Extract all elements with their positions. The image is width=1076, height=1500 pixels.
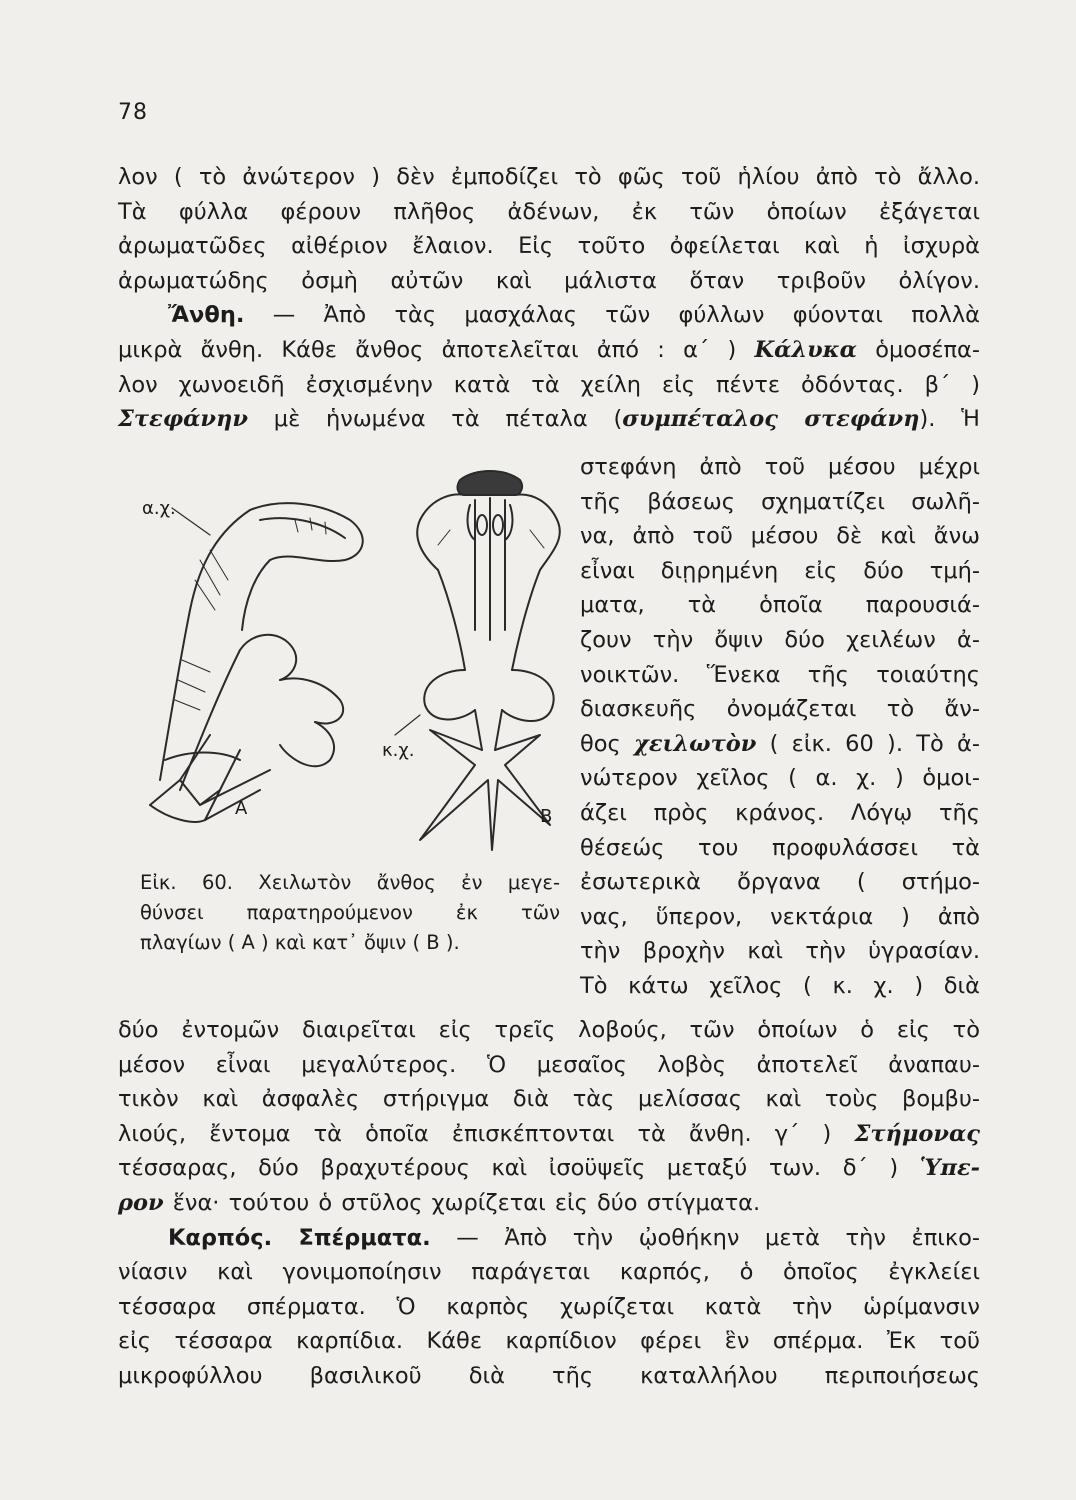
text-line: τῆς βάσεως σχηματίζει σωλῆ-: [580, 488, 980, 515]
top-paragraph: [118, 160, 980, 437]
text-span: — Ἀπὸ τὴν ᾠοθήκην μετὰ τὴν ἐπικο-: [430, 1224, 980, 1251]
text-line: ἀρωματῶδες αἰθέριον ἔλαιον. Εἰς τοῦτο ὀφείλεται καὶ ἡ ἰσχυρὰ: [118, 233, 980, 260]
text-line: εἰς τέσσαρα καρπίδια. Κάθε καρπίδιον φέρει ἓν σπέρμα. Ἐκ τοῦ: [118, 1328, 980, 1355]
text-span: — Ἀπὸ τὰς μασχάλας τῶν φύλλων φύονται πολλὰ: [244, 302, 980, 329]
label-a: Α: [235, 798, 248, 819]
right-column: [580, 450, 980, 1004]
term-cheilotos: χειλωτὸν: [634, 730, 757, 757]
text-line: θέσεώς του προφυλάσσει τὰ: [580, 834, 980, 861]
section-heading-anthi: Ἄνθη.: [168, 302, 245, 329]
text-line: Τὰ φύλλα φέρουν πλῆθος ἀδένων, ἐκ τῶν ὁποίων ἐξάγεται: [118, 198, 980, 225]
flower-front-view: [417, 471, 560, 850]
text-line: [580, 727, 980, 762]
term-sympetalos: συμπέταλος στεφάνη: [622, 406, 920, 433]
text-span: ( εἰκ. 60 ). Τὸ ἀ-: [756, 730, 980, 757]
label-b: Β: [540, 806, 553, 827]
text-line: [118, 1151, 980, 1186]
text-line: μέσον εἶναι μεγαλύτερος. Ὁ μεσαῖος λοβὸς ἀποτελεῖ ἀναπαυ-: [118, 1051, 980, 1078]
label-lower-lip: κ.χ.: [382, 740, 415, 761]
text-span: ὁμοσέπα-: [856, 336, 980, 363]
text-line: μικροφύλλου βασιλικοῦ διὰ τῆς καταλλήλου περιποιήσεως: [118, 1362, 980, 1389]
text-line: τέσσαρα σπέρματα. Ὁ καρπὸς χωρίζεται κατὰ τὴν ὡρίμανσιν: [118, 1293, 980, 1320]
text-line: λον ( τὸ ἀνώτερον ) δὲν ἐμποδίζει τὸ φῶς τοῦ ἡλίου ἀπὸ τὸ ἄλλο.: [118, 164, 980, 190]
term-yperon-cont: ρον: [118, 1189, 164, 1216]
text-span: μικρὰ ἄνθη. Κάθε ἄνθος ἀποτελεῖται ἀπό : α΄ ): [118, 336, 755, 363]
caption-line: πλαγίων ( Α ) καὶ κατ᾽ ὄψιν ( Β ).: [140, 931, 460, 954]
text-line: τικὸν καὶ ἀσφαλὲς στήριγμα διὰ τὰς μελίσσας καὶ τοὺς βομβυ-: [118, 1086, 980, 1113]
text-line: ζουν τὴν ὄψιν δύο χειλέων ἀ-: [580, 626, 980, 653]
figure-60: [120, 460, 570, 880]
text-line: [118, 402, 980, 437]
text-line: νίασιν καὶ γονιμοποίησιν παράγεται καρπός, ὁ ὁποῖος ἐγκλείει: [118, 1259, 980, 1286]
flower-illustration: [120, 460, 570, 880]
text-line: λον χωνοειδῆ ἐσχισμένην κατὰ τὰ χείλη εἰς πέντε ὀδόντας. β΄ ): [118, 371, 980, 398]
text-span: τέσσαρας, δύο βραχυτέρους καὶ ἰσοϋψεῖς μεταξύ των. δ΄ ): [118, 1155, 920, 1182]
flower-side-view: [150, 503, 363, 822]
term-stefani: Στεφάνην: [118, 406, 248, 433]
text-span: μὲ ἡνωμένα τὰ πέταλα (: [247, 406, 623, 433]
label-upper-lip: α.χ.: [142, 498, 176, 519]
bottom-paragraph: [118, 1013, 980, 1394]
text-line: να, ἀπὸ τοῦ μέσου δὲ καὶ ἄνω: [580, 523, 980, 550]
text-line: Τὸ κάτω χεῖλος ( κ. χ. ) διὰ: [580, 972, 980, 999]
text-line: ἐσωτερικὰ ὄργανα ( στήμο-: [580, 869, 980, 896]
text-line: [118, 1117, 980, 1152]
text-line: στεφάνη ἀπὸ τοῦ μέσου μέχρι: [580, 454, 980, 480]
text-line: δύο ἐντομῶν διαιρεῖται εἰς τρεῖς λοβούς, τῶν ὁποίων ὁ εἰς τὸ: [118, 1017, 980, 1043]
text-span: ἕνα· τούτου ὁ στῦλος χωρίζεται εἰς δύο στίγματα.: [163, 1189, 761, 1216]
text-span: ). Ἡ: [919, 406, 980, 433]
text-line: [118, 298, 980, 333]
text-line: τὴν βροχὴν καὶ τὴν ὑγρασίαν.: [580, 938, 980, 965]
text-line: ἀρωματώδης ὀσμὴ αὐτῶν καὶ μάλιστα ὅταν τριβοῦν ὀλίγον.: [118, 267, 980, 294]
caption-line: θύνσει παρατηρούμενον ἐκ τῶν: [140, 901, 560, 924]
text-line: [118, 333, 980, 368]
text-line: άζει πρὸς κράνος. Λόγῳ τῆς: [580, 799, 980, 826]
text-span: λιούς, ἔντομα τὰ ὁποῖα ἐπισκέπτονται τὰ ἄνθη. γ΄ ): [118, 1120, 855, 1147]
caption-line: Εἰκ. 60. Χειλωτὸν ἄνθος ἐν μεγε-: [140, 871, 560, 894]
text-span: θος: [580, 730, 635, 757]
text-line: νώτερον χεῖλος ( α. χ. ) ὁμοι-: [580, 765, 980, 792]
text-line: [118, 1221, 980, 1256]
text-line: [118, 1186, 980, 1221]
text-line: νας, ὕπερον, νεκτάρια ) ἀπὸ: [580, 903, 980, 930]
text-line: νοικτῶν. Ἕνεκα τῆς τοιαύτης: [580, 661, 980, 688]
term-stimonas: Στήμονας: [854, 1120, 980, 1147]
figure-caption: [140, 868, 560, 958]
text-line: εἶναι διῃρημένη εἰς δύο τμή-: [580, 557, 980, 584]
text-line: διασκευῆς ὀνομάζεται τὸ ἄν-: [580, 696, 980, 723]
text-line: ματα, τὰ ὁποῖα παρουσιά-: [580, 592, 980, 619]
section-heading-karpos: Καρπός. Σπέρματα.: [168, 1224, 431, 1251]
term-yperon: Ὑπε-: [919, 1155, 980, 1182]
page-number: 78: [118, 100, 148, 125]
term-kalyka: Κάλυκα: [754, 336, 857, 363]
